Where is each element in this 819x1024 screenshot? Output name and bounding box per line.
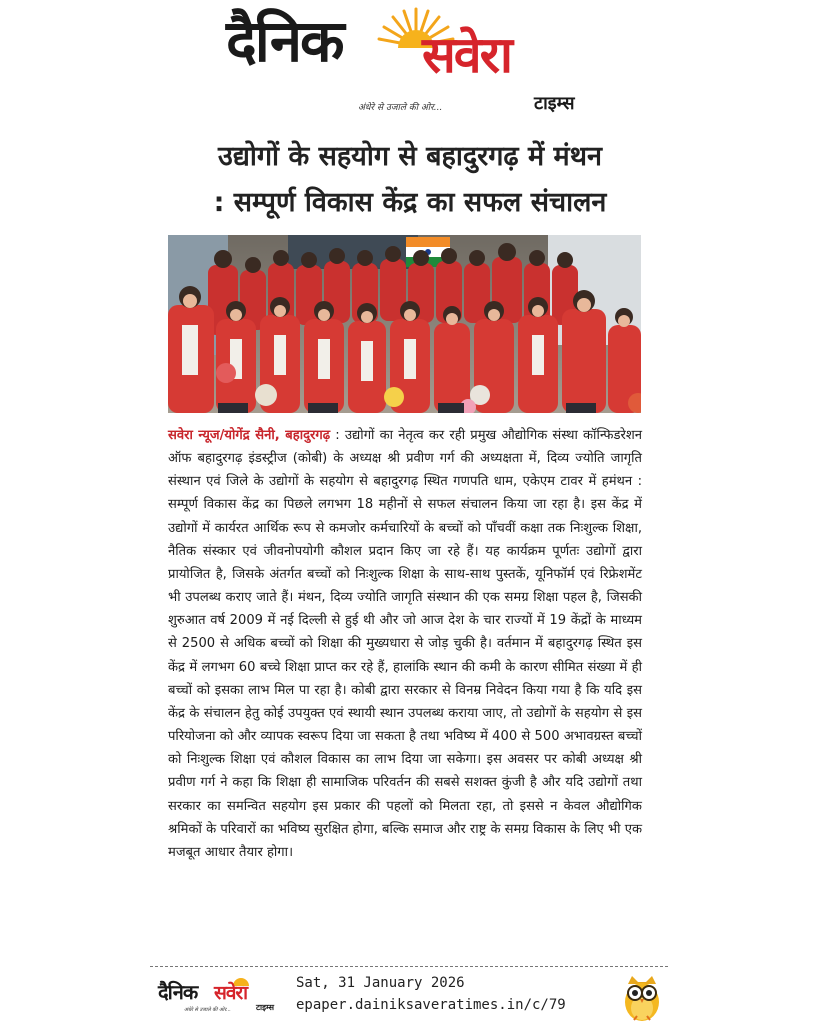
footer-divider bbox=[150, 966, 668, 967]
article-text: : उद्योगों का नेतृत्व कर रही प्रमुख औद्योगिक संस्था कॉन्फिडरेशन ऑफ बहादुरगढ़ इंडस्ट्रीज (कोबी) के अध्यक्ष श्री प्रवीण गर्ग की अध्यक्षता में, दिव्य ज्योति जागृति संस्थान एवं जिले के उद्योगों के सहयोग से बहादुरगढ़ स्थित गणपति धाम, एकेएम टावर में हमंथन : सम्पूर्ण विकास केंद्र का पिछले लगभग 18 महीनों से सफल संचालन किया जा रहा है। इस केंद्र में उद्योगों में कार्यरत आर्थिक रूप से कमजोर कर्मचारियों के बच्चों को पाँचवीं कक्षा तक निःशुल्क शिक्षा, नैतिक संस्कार एवं जीवनोपयोगी कौशल प्रदान किए जा रहे हैं। यह कार्यक्रम पूर्णतः उद्योगों द्वारा प्रायोजित है, जिसके अंतर्गत बच्चों को निःशुल्क शिक्षा के साथ-साथ पुस्तकें, यूनिफॉर्म एवं रिफ्रेशमेंट भी उपलब्ध कराए जाते हैं। मंथन, दिव्य ज्योति जागृति संस्थान की एक समग्र शिक्षा पहल है, जिसकी शुरुआत वर्ष 2009 में नई दिल्ली से हुई थी और जो आज देश के चार राज्यों में 19 केंद्रों के माध्यम से 2500 से अधिक बच्चों को शिक्षा की मुख्यधारा से जोड़ चुकी है। वर्तमान में बहादुरगढ़ स्थित इस केंद्र में लगभग 60 बच्चे शिक्षा प्राप्त कर रहे हैं, हालांकि स्थान की कमी के कारण सीमित संख्या में ही बच्चों को इसका लाभ मिल पा रहा है। कोबी द्वारा सरकार से विनम्र निवेदन किया गया है कि यदि इस केंद्र के संचालन हेतु कोई उपयुक्त एवं स्थायी स्थान उपलब्ध कराया जाए, तो उद्योगों के सहयोग से इस परियोजना को और व्यापक स्वरूप दिया जा सकता है तथा भविष्य में 400 से 500 अभावग्रस्त बच्चों को निःशुल्क शिक्षा एवं कौशल विकास का लाभ दिया जा सकेगा। इस अवसर पर कोबी अध्यक्ष श्री प्रवीण गर्ग ने कहा कि शिक्षा ही सामाजिक परिवर्तन की सबसे सशक्त कुंजी है और यदि उद्योगों तथा सरकार का समन्वित सहयोग इस प्रकार की पहलों को मिलता रहा, तो इससे न केवल औद्योगिक श्रमिकों के परिवारों का भविष्य सुरक्षित होगा, बल्कि समाज और राष्ट्र के समग्र विकास के लिए भी एक मजबूत आधार तैयार होगा। bbox=[168, 428, 642, 860]
footer-logo-times: टाइम्स bbox=[256, 1003, 275, 1012]
logo-times: टाइम्स bbox=[534, 93, 575, 114]
group-photo-illustration bbox=[168, 235, 641, 413]
edition-date: Sat, 31 January 2026 bbox=[296, 975, 465, 991]
footer-logo bbox=[158, 978, 288, 1018]
masthead bbox=[150, 0, 668, 128]
owl-icon bbox=[622, 974, 662, 1022]
logo-savera: सवेरा bbox=[422, 26, 511, 84]
headline-line-2: : सम्पूर्ण विकास केंद्र का सफल संचालन bbox=[213, 187, 607, 218]
footer-logo-dainik: दैनिक bbox=[158, 980, 198, 1004]
headline-line-1: उद्योगों के सहयोग से बहादुरगढ़ में मंथन bbox=[218, 141, 602, 172]
headline bbox=[160, 134, 660, 226]
news-photo bbox=[168, 235, 641, 413]
epaper-url[interactable]: epaper.dainiksaveratimes.in/c/79 bbox=[296, 997, 566, 1013]
epaper-page bbox=[150, 0, 668, 1024]
byline: सवेरा न्यूज/योगेंद्र सैनी, बहादुरगढ़ bbox=[168, 428, 331, 443]
footer-logo-savera: सवेरा bbox=[214, 982, 248, 1004]
logo-dainik: दैनिक bbox=[226, 7, 343, 75]
footer-logo-tagline: अंधेरे से उजाले की ओर... bbox=[184, 1007, 231, 1013]
article-body bbox=[168, 424, 642, 864]
logo-tagline: अंधेरे से उजाले की ओर... bbox=[358, 103, 443, 113]
